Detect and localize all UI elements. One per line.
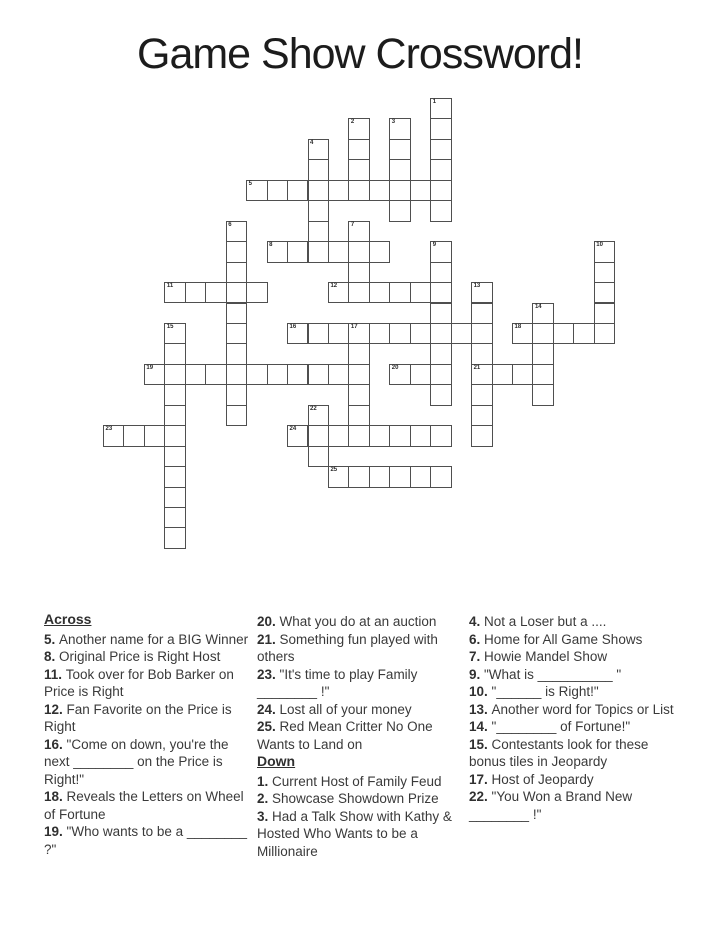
cell-number: 21 bbox=[473, 364, 481, 371]
grid-cell[interactable] bbox=[226, 282, 247, 303]
grid-cell[interactable] bbox=[308, 241, 329, 262]
clue-text: What you do at an auction bbox=[279, 614, 437, 629]
grid-cell[interactable] bbox=[594, 282, 615, 303]
grid-cell[interactable] bbox=[430, 98, 451, 119]
clue-text: Fan Favorite on the Price is Right bbox=[44, 701, 232, 734]
grid-cell[interactable] bbox=[389, 282, 410, 303]
grid-cell[interactable] bbox=[226, 221, 247, 242]
grid-cell[interactable] bbox=[328, 180, 349, 201]
clue-text: Had a Talk Show with Kathy & Hosted Who Wants to be a Millionaire bbox=[257, 808, 452, 859]
grid-cell[interactable] bbox=[308, 405, 329, 426]
cell-number: 17 bbox=[350, 323, 358, 330]
clue-1 bbox=[257, 773, 465, 791]
grid-cell[interactable] bbox=[348, 139, 369, 160]
grid-cell[interactable] bbox=[308, 139, 329, 160]
grid-cell[interactable] bbox=[430, 200, 451, 221]
clue-text: Not a Loser but a .... bbox=[484, 614, 607, 629]
grid-cell[interactable] bbox=[532, 343, 553, 364]
clue-text: "______ is Right!" bbox=[491, 684, 599, 699]
cell-number: 1 bbox=[432, 99, 437, 105]
grid-cell[interactable] bbox=[226, 405, 247, 426]
cell-number: 10 bbox=[596, 242, 603, 249]
grid-cell[interactable] bbox=[410, 364, 431, 385]
clue-number: 10. bbox=[469, 684, 492, 699]
clue-21 bbox=[257, 631, 465, 666]
grid-cell[interactable] bbox=[389, 364, 410, 385]
clue-number: 19. bbox=[44, 824, 67, 839]
clue-number: 15. bbox=[469, 736, 492, 752]
clue-text: Host of Jeopardy bbox=[491, 771, 594, 787]
clue-number: 21. bbox=[257, 631, 280, 647]
grid-cell[interactable] bbox=[348, 241, 369, 262]
clue-5 bbox=[44, 631, 252, 649]
grid-cell[interactable] bbox=[226, 364, 247, 385]
grid-cell[interactable] bbox=[348, 159, 369, 180]
grid-cell[interactable] bbox=[389, 425, 410, 446]
clue-15 bbox=[469, 736, 677, 771]
grid-cell[interactable] bbox=[246, 282, 267, 303]
grid-cell[interactable] bbox=[164, 343, 185, 364]
clue-24 bbox=[257, 701, 465, 719]
clue-text: Red Mean Critter No One Wants to Land on bbox=[257, 719, 433, 752]
grid-cell[interactable] bbox=[123, 425, 144, 446]
grid-cell[interactable] bbox=[246, 180, 267, 201]
cell-number: 4 bbox=[310, 139, 314, 146]
clue-text: Lost all of your money bbox=[279, 701, 412, 717]
grid-cell[interactable] bbox=[348, 323, 369, 344]
grid-cell[interactable] bbox=[348, 384, 369, 405]
grid-cell[interactable] bbox=[348, 364, 369, 385]
grid-cell[interactable] bbox=[532, 384, 553, 405]
grid-cell[interactable] bbox=[389, 200, 410, 221]
clue-number: 1. bbox=[257, 773, 273, 789]
clue-number: 2. bbox=[257, 791, 273, 806]
clue-text: Something fun played with others bbox=[257, 631, 438, 664]
grid-cell[interactable] bbox=[369, 466, 390, 487]
grid-cell[interactable] bbox=[287, 364, 308, 385]
cell-number: 3 bbox=[391, 119, 396, 126]
grid-cell[interactable] bbox=[369, 241, 390, 262]
grid-cell[interactable] bbox=[594, 303, 615, 324]
grid-cell[interactable] bbox=[226, 323, 247, 344]
clue-number: 12. bbox=[44, 701, 67, 717]
cell-number: 2 bbox=[350, 119, 355, 126]
grid-cell[interactable] bbox=[348, 425, 369, 446]
clue-number: 17. bbox=[469, 771, 492, 787]
clue-number: 7. bbox=[469, 649, 485, 664]
grid-cell[interactable] bbox=[389, 323, 410, 344]
grid-cell[interactable] bbox=[369, 180, 390, 201]
grid-cell[interactable] bbox=[410, 425, 431, 446]
grid-cell[interactable] bbox=[164, 527, 185, 548]
grid-cell[interactable] bbox=[573, 323, 594, 344]
clue-column-across bbox=[44, 611, 252, 858]
clue-number: 11. bbox=[44, 666, 66, 682]
grid-cell[interactable] bbox=[410, 282, 431, 303]
cell-number: 11 bbox=[166, 283, 174, 290]
grid-cell[interactable] bbox=[267, 241, 288, 262]
grid-cell[interactable] bbox=[185, 364, 206, 385]
clue-number: 18. bbox=[44, 789, 67, 804]
grid-cell[interactable] bbox=[308, 221, 329, 242]
grid-cell[interactable] bbox=[185, 282, 206, 303]
clue-8 bbox=[44, 648, 252, 666]
grid-cell[interactable] bbox=[369, 282, 390, 303]
grid-cell[interactable] bbox=[430, 384, 451, 405]
grid-cell[interactable] bbox=[164, 282, 185, 303]
grid-cell[interactable] bbox=[226, 241, 247, 262]
grid-cell[interactable] bbox=[164, 507, 185, 528]
grid-cell[interactable] bbox=[532, 323, 553, 344]
grid-cell[interactable] bbox=[471, 343, 492, 364]
clue-text: Original Price is Right Host bbox=[59, 649, 221, 664]
grid-cell[interactable] bbox=[471, 384, 492, 405]
grid-cell[interactable] bbox=[430, 159, 451, 180]
grid-cell[interactable] bbox=[226, 343, 247, 364]
grid-cell[interactable] bbox=[348, 343, 369, 364]
grid-cell[interactable] bbox=[144, 364, 165, 385]
grid-cell[interactable] bbox=[471, 425, 492, 446]
clue-text: Home for All Game Shows bbox=[484, 631, 643, 647]
cell-number: 6 bbox=[228, 221, 232, 228]
grid-cell[interactable] bbox=[308, 159, 329, 180]
clue-text: "________ of Fortune!" bbox=[491, 719, 631, 734]
clue-text: "Who wants to be a ________ ?" bbox=[44, 824, 247, 857]
grid-cell[interactable] bbox=[267, 364, 288, 385]
grid-cell[interactable] bbox=[389, 180, 410, 201]
clue-column-down bbox=[469, 613, 677, 823]
clue-text: Contestants look for these bonus tiles in Jeopardy bbox=[469, 736, 649, 769]
clue-20 bbox=[257, 613, 465, 631]
grid-cell[interactable] bbox=[246, 364, 267, 385]
grid-cell[interactable] bbox=[471, 323, 492, 344]
grid-cell[interactable] bbox=[308, 323, 329, 344]
clue-number: 23. bbox=[257, 666, 280, 682]
grid-cell[interactable] bbox=[430, 262, 451, 283]
clue-text: "You Won a Brand New ________ !" bbox=[469, 789, 633, 822]
clue-14 bbox=[469, 718, 677, 736]
clue-list-header-down: Down bbox=[257, 753, 296, 769]
grid-cell[interactable] bbox=[164, 405, 185, 426]
clue-text: "Come on down, you're the next ________ on the Price is Right!" bbox=[44, 736, 229, 787]
grid-cell[interactable] bbox=[308, 200, 329, 221]
grid-cell[interactable] bbox=[389, 466, 410, 487]
clue-17 bbox=[469, 771, 677, 789]
grid-cell[interactable] bbox=[389, 118, 410, 139]
grid-cell[interactable] bbox=[287, 323, 308, 344]
grid-cell[interactable] bbox=[287, 425, 308, 446]
clue-12 bbox=[44, 701, 252, 736]
grid-cell[interactable] bbox=[348, 180, 369, 201]
clue-text: "It's time to play Family ________ !" bbox=[257, 666, 418, 699]
cell-number: 25 bbox=[330, 467, 338, 474]
clue-19 bbox=[44, 823, 252, 858]
clue-number: 5. bbox=[44, 631, 60, 647]
clue-13 bbox=[469, 701, 677, 719]
grid-cell[interactable] bbox=[389, 139, 410, 160]
grid-cell[interactable] bbox=[328, 425, 349, 446]
grid-cell[interactable] bbox=[226, 384, 247, 405]
clue-number: 9. bbox=[469, 666, 485, 682]
grid-cell[interactable] bbox=[103, 425, 124, 446]
cell-number: 7 bbox=[350, 221, 355, 228]
page-title: Game Show Crossword! bbox=[137, 30, 583, 78]
grid-cell[interactable] bbox=[430, 425, 451, 446]
grid-cell[interactable] bbox=[164, 364, 185, 385]
clue-number: 22. bbox=[469, 789, 492, 804]
grid-cell[interactable] bbox=[287, 180, 308, 201]
cell-number: 14 bbox=[534, 303, 542, 310]
clue-text: Took over for Bob Barker on Price is Right bbox=[44, 666, 234, 699]
grid-cell[interactable] bbox=[328, 466, 349, 487]
clue-10 bbox=[469, 683, 677, 701]
grid-cell[interactable] bbox=[348, 118, 369, 139]
clue-list-header-across: Across bbox=[44, 611, 92, 627]
clue-number: 6. bbox=[469, 631, 485, 647]
grid-cell[interactable] bbox=[348, 262, 369, 283]
grid-cell[interactable] bbox=[164, 323, 185, 344]
clue-16 bbox=[44, 736, 252, 789]
grid-cell[interactable] bbox=[430, 241, 451, 262]
grid-cell[interactable] bbox=[430, 118, 451, 139]
grid-cell[interactable] bbox=[328, 241, 349, 262]
clue-22 bbox=[469, 788, 677, 823]
grid-cell[interactable] bbox=[369, 323, 390, 344]
grid-cell[interactable] bbox=[328, 323, 349, 344]
clue-text: Reveals the Letters on Wheel of Fortune bbox=[44, 789, 244, 822]
grid-cell[interactable] bbox=[328, 364, 349, 385]
grid-cell[interactable] bbox=[348, 221, 369, 242]
clue-4 bbox=[469, 613, 677, 631]
clue-18 bbox=[44, 788, 252, 823]
grid-cell[interactable] bbox=[348, 405, 369, 426]
cell-number: 18 bbox=[514, 323, 522, 330]
grid-cell[interactable] bbox=[492, 364, 513, 385]
grid-cell[interactable] bbox=[164, 446, 185, 467]
grid-cell[interactable] bbox=[532, 303, 553, 324]
clue-text: "What is __________ " bbox=[484, 666, 622, 682]
clue-25 bbox=[257, 718, 465, 753]
grid-cell[interactable] bbox=[267, 180, 288, 201]
clue-number: 4. bbox=[469, 614, 485, 629]
grid-cell[interactable] bbox=[430, 364, 451, 385]
clue-6 bbox=[469, 631, 677, 649]
grid-cell[interactable] bbox=[471, 405, 492, 426]
grid-cell[interactable] bbox=[389, 159, 410, 180]
clue-7 bbox=[469, 648, 677, 666]
clue-23 bbox=[257, 666, 465, 701]
grid-cell[interactable] bbox=[205, 364, 226, 385]
cell-number: 24 bbox=[289, 426, 297, 433]
clue-text: Howie Mandel Show bbox=[484, 649, 608, 664]
grid-cell[interactable] bbox=[512, 323, 533, 344]
grid-cell[interactable] bbox=[553, 323, 574, 344]
grid-cell[interactable] bbox=[308, 180, 329, 201]
clue-number: 25. bbox=[257, 719, 280, 734]
grid-cell[interactable] bbox=[512, 364, 533, 385]
grid-cell[interactable] bbox=[369, 425, 390, 446]
clue-number: 8. bbox=[44, 649, 60, 664]
grid-cell[interactable] bbox=[594, 262, 615, 283]
grid-cell[interactable] bbox=[328, 282, 349, 303]
grid-cell[interactable] bbox=[430, 139, 451, 160]
clue-2 bbox=[257, 790, 465, 808]
grid-cell[interactable] bbox=[430, 180, 451, 201]
grid-cell[interactable] bbox=[471, 303, 492, 324]
cell-number: 19 bbox=[146, 364, 154, 371]
clue-number: 14. bbox=[469, 719, 492, 734]
clue-text: Another word for Topics or List bbox=[491, 701, 674, 717]
clue-text: Current Host of Family Feud bbox=[272, 773, 442, 789]
grid-cell[interactable] bbox=[348, 466, 369, 487]
clue-number: 3. bbox=[257, 808, 273, 824]
cell-number: 23 bbox=[105, 426, 113, 433]
cell-number: 12 bbox=[330, 283, 338, 290]
grid-cell[interactable] bbox=[471, 282, 492, 303]
clue-column-middle bbox=[257, 613, 465, 860]
cell-number: 8 bbox=[269, 242, 273, 249]
grid-cell[interactable] bbox=[451, 323, 472, 344]
grid-cell[interactable] bbox=[205, 282, 226, 303]
grid-cell[interactable] bbox=[430, 466, 451, 487]
clue-text: Showcase Showdown Prize bbox=[272, 791, 439, 806]
grid-cell[interactable] bbox=[308, 425, 329, 446]
clue-number: 16. bbox=[44, 736, 67, 752]
grid-cell[interactable] bbox=[308, 446, 329, 467]
grid-cell[interactable] bbox=[164, 384, 185, 405]
grid-cell[interactable] bbox=[410, 180, 431, 201]
grid-cell[interactable] bbox=[308, 364, 329, 385]
cell-number: 13 bbox=[473, 283, 481, 290]
grid-cell[interactable] bbox=[144, 425, 165, 446]
grid-cell[interactable] bbox=[287, 241, 308, 262]
grid-cell[interactable] bbox=[348, 282, 369, 303]
crossword-grid bbox=[103, 98, 638, 550]
cell-number: 9 bbox=[432, 242, 437, 249]
cell-number: 16 bbox=[289, 323, 297, 330]
cell-number: 22 bbox=[310, 405, 317, 412]
grid-cell[interactable] bbox=[164, 466, 185, 487]
clue-number: 13. bbox=[469, 701, 492, 717]
grid-cell[interactable] bbox=[430, 303, 451, 324]
cell-number: 20 bbox=[391, 364, 399, 371]
grid-cell[interactable] bbox=[471, 364, 492, 385]
clue-number: 20. bbox=[257, 614, 280, 629]
cell-number: 5 bbox=[248, 180, 252, 187]
clue-11 bbox=[44, 666, 252, 701]
grid-cell[interactable] bbox=[164, 487, 185, 508]
cell-number: 15 bbox=[166, 323, 174, 330]
grid-cell[interactable] bbox=[226, 262, 247, 283]
grid-cell[interactable] bbox=[410, 323, 431, 344]
grid-cell[interactable] bbox=[430, 343, 451, 364]
grid-cell[interactable] bbox=[430, 323, 451, 344]
clue-3 bbox=[257, 808, 465, 861]
grid-cell[interactable] bbox=[594, 323, 615, 344]
grid-cell[interactable] bbox=[594, 241, 615, 262]
clue-number: 24. bbox=[257, 701, 280, 717]
grid-cell[interactable] bbox=[410, 466, 431, 487]
grid-cell[interactable] bbox=[164, 425, 185, 446]
grid-cell[interactable] bbox=[532, 364, 553, 385]
grid-cell[interactable] bbox=[430, 282, 451, 303]
clue-9 bbox=[469, 666, 677, 684]
grid-cell[interactable] bbox=[226, 303, 247, 324]
clue-text: Another name for a BIG Winner bbox=[59, 631, 249, 647]
